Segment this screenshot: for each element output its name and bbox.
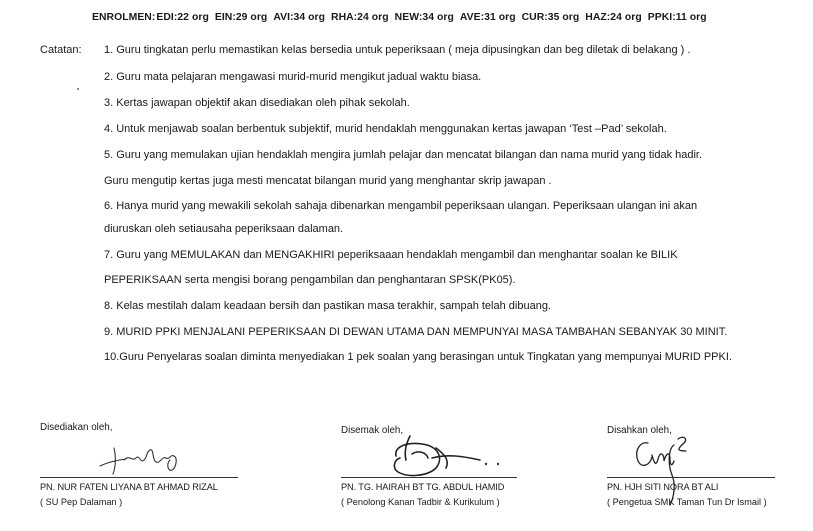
- enrolment-item: AVI:34 org: [273, 12, 326, 23]
- signature-image: [96, 440, 191, 480]
- note-line: 6. Hanya murid yang mewakili sekolah sahaja dibenarkan mengambil peperiksaan ulangan. Peperiksaan ulangan ini akan: [104, 200, 698, 212]
- signatory-role: ( Penolong Kanan Tadbir & Kurikulum ): [341, 497, 500, 507]
- enrolment-item: RHA:24 org: [331, 12, 389, 23]
- enrolment-line: [92, 12, 713, 23]
- note-line: 2. Guru mata pelajaran mengawasi murid-murid mengikut jadual waktu biasa.: [104, 71, 482, 83]
- signature-heading: Disahkan oleh,: [607, 425, 672, 436]
- enrolment-item: PPKI:11 org: [647, 12, 707, 23]
- signature-line: [40, 477, 238, 478]
- signatory-name: PN. NUR FATEN LIYANA BT AHMAD RIZAL: [40, 482, 218, 492]
- note-line: PEPERIKSAAN serta mengisi borang pengambilan dan penghantaran SPSK(PK05).: [104, 274, 516, 286]
- signature-heading: Disediakan oleh,: [40, 422, 113, 433]
- note-line: 1. Guru tingkatan perlu memastikan kelas bersedia untuk peperiksaan ( meja dipusingkan dan beg diletak di belakang ) .: [104, 44, 691, 56]
- note-line: 9. MURID PPKI MENJALANI PEPERIKSAAN DI DEWAN UTAMA DAN MEMPUNYAI MASA TAMBAHAN SEBANYAK 30 MINIT.: [104, 326, 728, 338]
- note-line: diuruskan oleh setiausaha peperiksaan dalaman.: [104, 223, 344, 235]
- note-line: 3. Kertas jawapan objektif akan disediakan oleh pihak sekolah.: [104, 97, 410, 109]
- signatory-name: PN. HJH SITI NORA BT ALI: [607, 482, 719, 492]
- notes-label: Catatan:: [40, 44, 82, 56]
- enrolment-prefix: ENROLMEN:: [92, 12, 156, 23]
- signature-line: [607, 477, 775, 478]
- note-line: 10.Guru Penyelaras soalan diminta menyediakan 1 pek soalan yang berasingan untuk Tingkatan yang mempunyai MURID PPKI.: [104, 351, 732, 363]
- enrolment-item: EDI:22 org: [156, 12, 209, 23]
- stray-mark: [77, 88, 79, 90]
- enrolment-item: HAZ:24 org: [585, 12, 642, 23]
- note-line: Guru mengutip kertas juga mesti mencatat bilangan murid yang menghantar skrip jawapan .: [104, 175, 552, 187]
- note-line: 7. Guru yang MEMULAKAN dan MENGAKHIRI peperiksaaan hendaklah mengambil dan menghantar soalan ke BILIK: [104, 249, 678, 261]
- note-line: 8. Kelas mestilah dalam keadaan bersih dan pastikan masa terakhir, sampah telah dibuang.: [104, 300, 551, 312]
- signature-heading: Disemak oleh,: [341, 425, 404, 436]
- enrolment-item: AVE:31 org: [459, 12, 516, 23]
- signatory-role: ( Pengetua SMK Taman Tun Dr Ismail ): [607, 497, 767, 507]
- enrolment-item: NEW:34 org: [394, 12, 454, 23]
- signature-line: [341, 477, 517, 478]
- note-line: 5. Guru yang memulakan ujian hendaklah mengira jumlah pelajar dan mencatat bilangan dan nama murid yang tidak hadir.: [104, 149, 703, 161]
- enrolment-item: CUR:35 org: [521, 12, 580, 23]
- signatory-name: PN. TG. HAIRAH BT TG. ABDUL HAMID: [341, 482, 505, 492]
- note-line: 4. Untuk menjawab soalan berbentuk subjektif, murid hendaklah menggunakan kertas jawapan ‘Test –Pad’ sekolah.: [104, 123, 667, 135]
- signatory-role: ( SU Pep Dalaman ): [40, 497, 123, 507]
- enrolment-item: EIN:29 org: [214, 12, 268, 23]
